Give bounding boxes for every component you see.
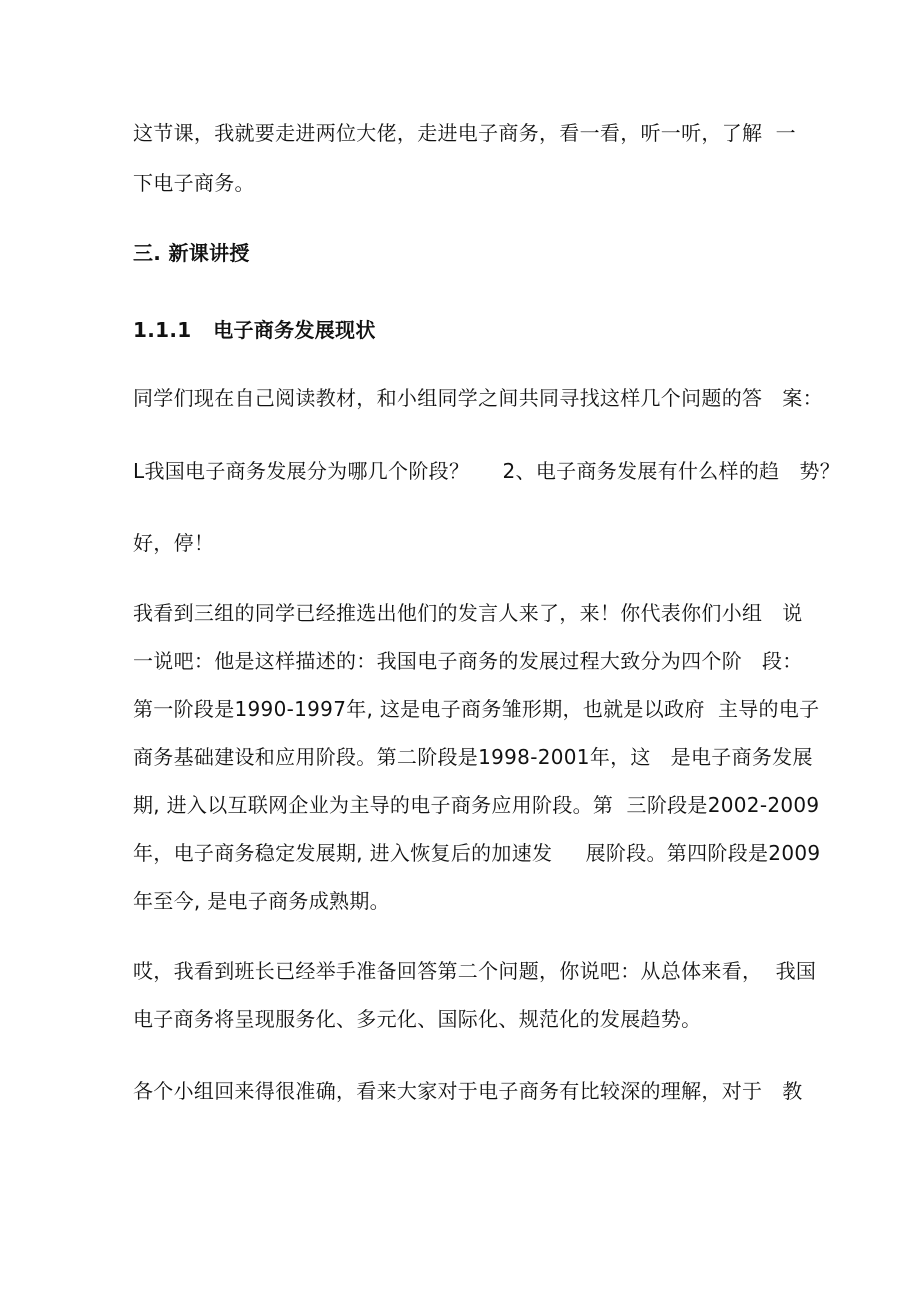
paragraph-conclusion: 各个小组回来得很准确，看来大家对于电子商务有比较深的理解，对于 教 (133, 1079, 803, 1103)
paragraph-group-answer-line-5: 期, 进入以互联网企业为主导的电子商务应用阶段。第 三阶段是2002-2009 (133, 793, 820, 817)
paragraph-questions: L我国电子商务发展分为哪几个阶段？ 2、电子商务发展有什么样的趋 势？ (133, 459, 841, 483)
subsection-heading: 1.1.1 电子商务发展现状 (133, 318, 376, 342)
paragraph-group-answer-line-4: 商务基础建设和应用阶段。第二阶段是1998-2001年，这 是电子商务发展 (133, 745, 813, 769)
paragraph-stop: 好，停！ (133, 531, 215, 555)
paragraph-intro-line-1: 这节课，我就要走进两位大佬，走进电子商务，看一看，听一听，了解 一 (133, 121, 796, 145)
paragraph-monitor-answer-line-1: 哎，我看到班长已经举手准备回答第二个问题，你说吧：从总体来看， 我国 (133, 959, 817, 983)
paragraph-intro-line-2: 下电子商务。 (133, 171, 255, 195)
paragraph-group-answer-line-1: 我看到三组的同学已经推选出他们的发言人来了，来！你代表你们小组 说 (133, 601, 803, 625)
paragraph-instruction: 同学们现在自己阅读教材，和小组同学之间共同寻找这样几个问题的答 案： (133, 386, 823, 410)
paragraph-group-answer-line-2: 一说吧：他是这样描述的：我国电子商务的发展过程大致分为四个阶 段： (133, 649, 803, 673)
paragraph-group-answer-line-6: 年，电子商务稳定发展期, 进入恢复后的加速发 展阶段。第四阶段是2009 (133, 841, 821, 865)
paragraph-monitor-answer-line-2: 电子商务将呈现服务化、多元化、国际化、规范化的发展趋势。 (133, 1007, 702, 1031)
paragraph-group-answer-line-3: 第一阶段是1990-1997年, 这是电子商务雏形期，也就是以政府 主导的电子 (133, 697, 820, 721)
paragraph-group-answer-line-7: 年至今, 是电子商务成熟期。 (133, 889, 390, 913)
section-heading: 三. 新课讲授 (133, 241, 250, 265)
